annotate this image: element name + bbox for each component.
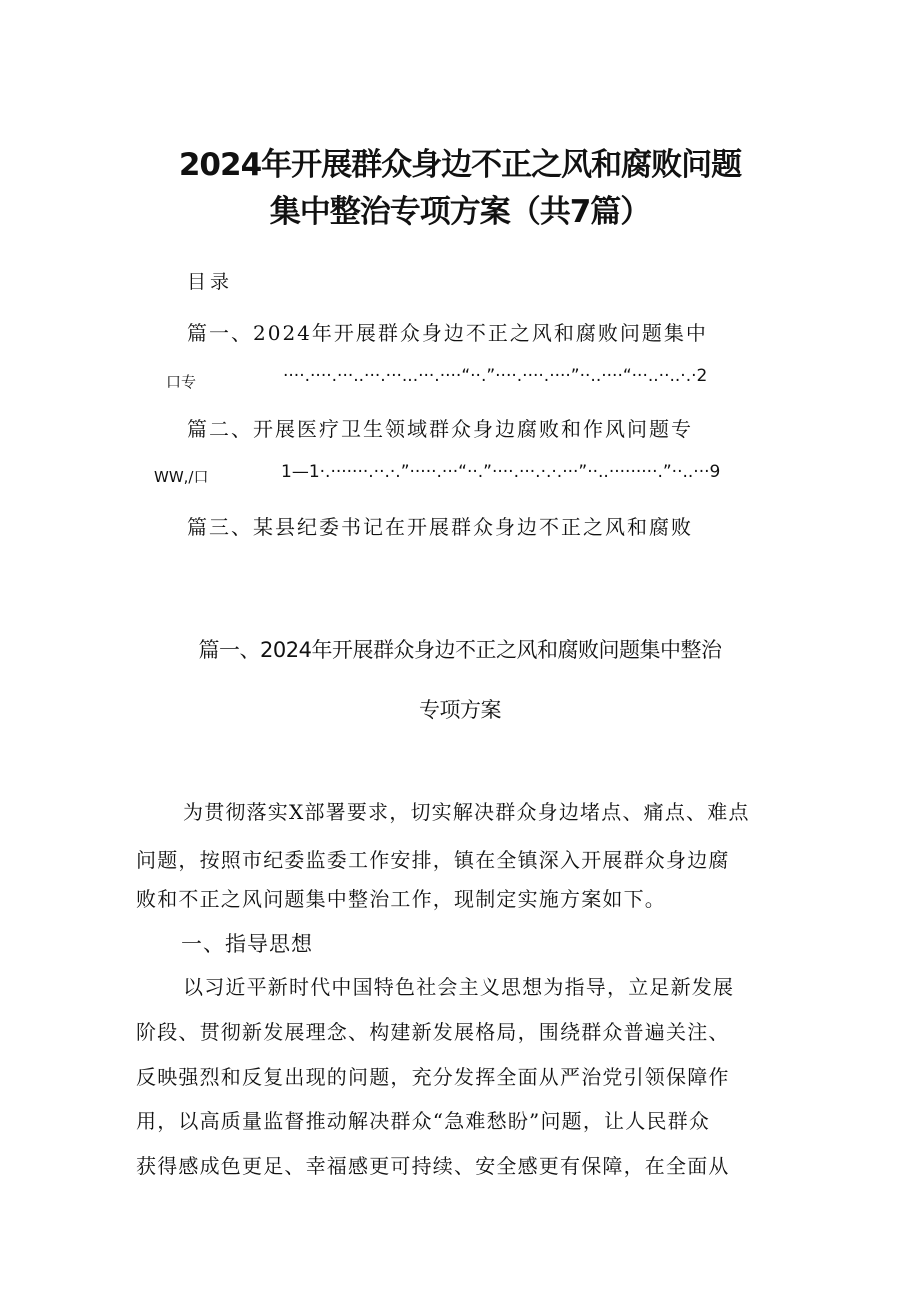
document-title-line-1: 2024年开展群众身边不正之风和腐败问题 [178, 147, 742, 183]
document-title-line-2: 集中整治专项方案（共7篇） [269, 194, 651, 230]
toc-entry-1-dots: ····.····.···..···.···...···.····“··.”····.····.····”··..····“···..··..·.· [283, 366, 697, 386]
toc-entry-2-continuation: WW,/口 [154, 468, 209, 486]
subheading-guiding-thought: 一、指导思想 [181, 932, 313, 956]
guideline-line-3: 反映强烈和反复出现的问题，充分发挥全面从严治党引领保障作 [136, 1065, 730, 1089]
section-heading-line-1: 篇一、2024年开展群众身边不正之风和腐败问题集中整治 [198, 638, 722, 662]
intro-line-2: 问题，按照市纪委监委工作安排，镇在全镇深入开展群众身边腐 [136, 848, 730, 872]
toc-label: 目录 [187, 271, 234, 293]
toc-entry-2-leader [281, 462, 720, 482]
intro-line-3: 败和不正之风问题集中整治工作，现制定实施方案如下。 [136, 887, 666, 911]
toc-entry-3[interactable]: 篇三、某县纪委书记在开展群众身边不正之风和腐败 [187, 515, 693, 539]
toc-entry-1-continuation: 口专 [166, 373, 197, 391]
guideline-line-5: 获得感成色更足、幸福感更可持续、安全感更有保障，在全面从 [136, 1154, 730, 1178]
toc-entry-1-leader [283, 366, 707, 386]
toc-entry-2-page: 9 [709, 462, 721, 482]
section-heading-line-2: 专项方案 [419, 698, 501, 722]
toc-entry-2[interactable]: 篇二、开展医疗卫生领域群众身边腐败和作风问题专 [187, 417, 693, 441]
toc-entry-2-dots: 1—1·.·······.··.·.”·····.···“··.”····.···.·.·.···”··..·········.”··..··· [281, 462, 710, 482]
guideline-line-1: 以习近平新时代中国特色社会主义思想为指导，立足新发展 [183, 975, 735, 999]
intro-line-1: 为贯彻落实X部署要求，切实解决群众身边堵点、痛点、难点 [183, 800, 750, 824]
guideline-line-2: 阶段、贯彻新发展理念、构建新发展格局，围绕群众普遍关注、 [136, 1020, 730, 1044]
guideline-line-4: 用，以高质量监督推动解决群众“急难愁盼”问题，让人民群众 [136, 1109, 711, 1133]
toc-entry-1[interactable]: 篇一、2024年开展群众身边不正之风和腐败问题集中 [187, 321, 708, 345]
toc-entry-1-page: 2 [696, 366, 708, 386]
